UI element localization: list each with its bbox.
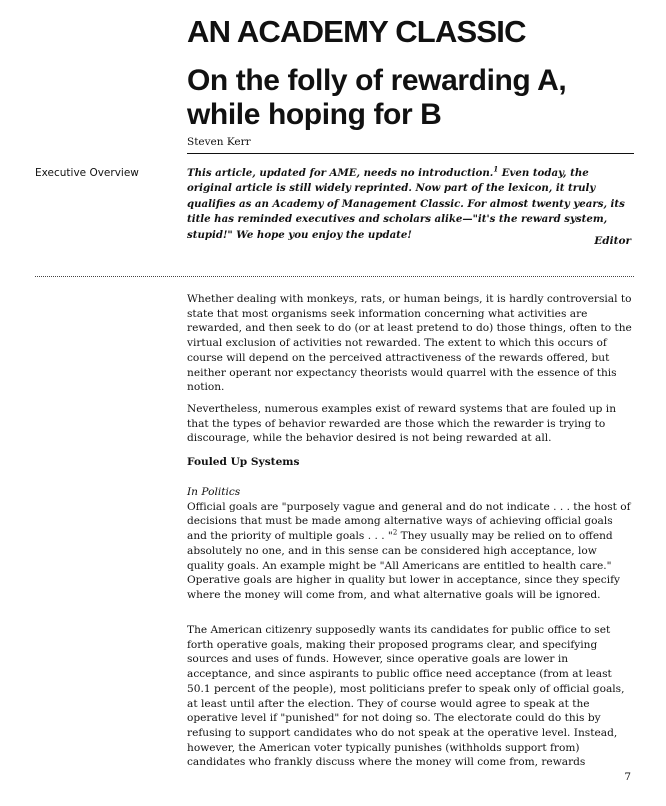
section-heading: Fouled Up Systems [187,456,300,468]
author-name: Steven Kerr [187,136,251,148]
title-divider [187,153,634,154]
series-title: AN ACADEMY CLASSIC [187,14,526,49]
overview-text-rest: Even today, the original article is still widely reprinted. Now part of the lexicon, it truly qualifies as an Academy of Management Classic. For almost twenty years, its title has reminded executives and scholars alike—"it's the reward system, stupid!" We hope you enjoy the update! [187,167,625,241]
body-paragraph [187,485,634,603]
executive-overview-label: Executive Overview [35,167,139,179]
section-divider [35,276,634,277]
body-paragraph: The American citizenry supposedly wants its candidates for public office to set forth operative goals, making their proposed programs clear, and specifying sources and uses of funds. However, since operative goals are lower in acceptance, and since aspirants to public office need acceptance (from at least 50.1 percent of the people), most politicians prefer to speak only of official goals, at least until after the election. They of course would agree to speak at the operative level if "punished" for not doing so. The electorate could do this by refusing to support candidates who do not speak at the operative level. Instead, however, the American voter typically punishes (withholds support from) candidates who frankly discuss where the money will come from, rewards [187,624,625,769]
body-paragraph: Nevertheless, numerous examples exist of reward systems that are fouled up in that the types of behavior rewarded are those which the rewarder is trying to discourage, while the behavior desired is not being rewarded at all. [187,403,617,445]
paragraph-text-lead: Official goals are "purposely vague and general and do not indicate . . . the host of decisions that must be made among alternative ways of achieving official goals and the priority of multiple goals . . . " [187,500,631,543]
editor-signature: Editor [594,235,631,247]
paragraph-text-rest: They usually may be relied on to offend absolutely no one, and in this sense can be considered high acceptance, low quality goals. An example might be "All Americans are entitled to health care." Operative goals are higher in quality but lower in acceptance, since they specify where the money will come from, and what alternative goals will be ignored. [187,530,621,601]
footnote-marker: 1 [493,164,499,174]
footnote-marker: 2 [392,528,398,537]
overview-text-lead: This article, updated for AME, needs no introduction. [187,167,494,179]
page-number: 7 [624,771,631,783]
subsection-heading: In Politics [187,486,241,498]
article-title: On the folly of rewarding A, while hoping for B [187,64,567,131]
body-paragraph: Whether dealing with monkeys, rats, or human beings, it is hardly controversial to state that most organisms seek information concerning what activities are rewarded, and then seek to do (or at least pretend to do) those things, often to the virtual exclusion of activities not rewarded. The extent to which this occurs of course will depend on the perceived attractiveness of the rewards offered, but neither operant nor expectancy theorists would quarrel with the essence of this notion. [187,293,632,394]
executive-overview-text [187,166,634,243]
